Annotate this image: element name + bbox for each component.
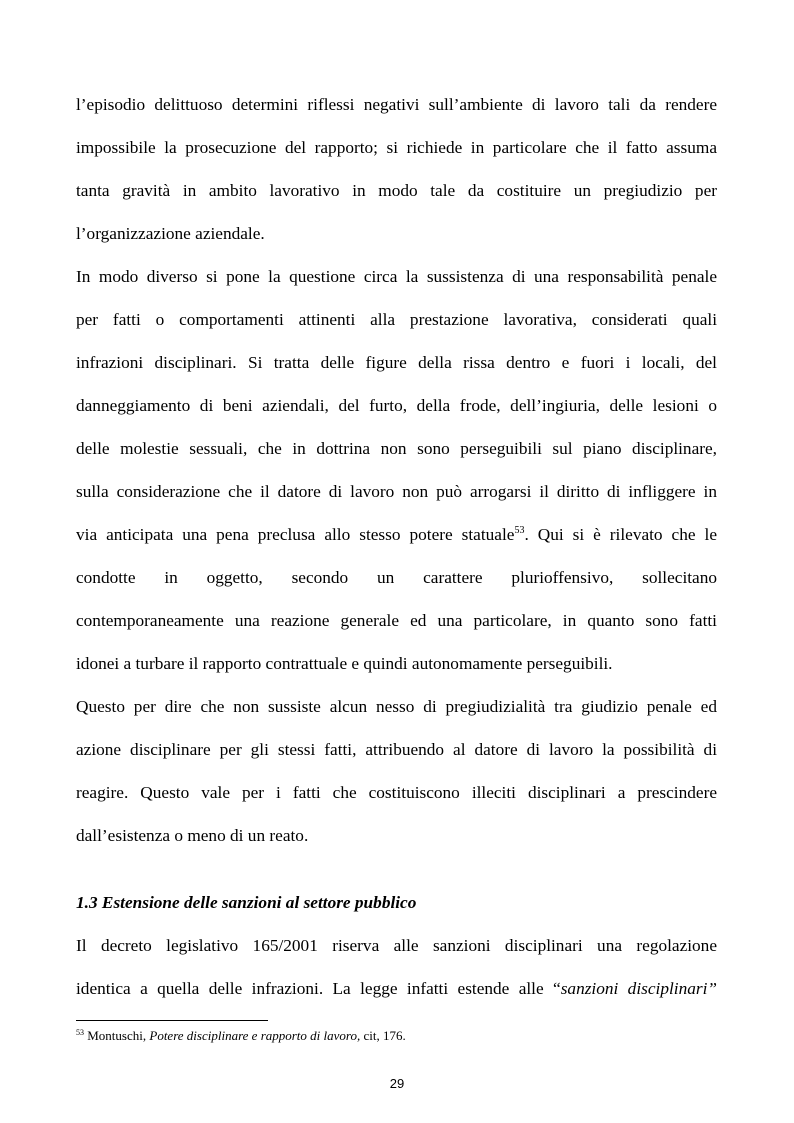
body-line: l’episodio delittuoso determini riflessi negativi sull’ambiente di lavoro tali da rendere <box>76 95 717 114</box>
footnote-citation: cit, 176. <box>360 1028 406 1043</box>
body-text: . Qui si è rilevato che le <box>524 525 717 544</box>
body-line <box>76 978 717 1000</box>
footnote-title: Potere disciplinare e rapporto di lavoro, <box>149 1028 361 1043</box>
body-line: Il decreto legislativo 165/2001 riserva alle sanzioni disciplinari una regolazione <box>76 936 717 955</box>
body-line: danneggiamento di beni aziendali, del furto, della frode, dell’ingiuria, delle lesioni o <box>76 396 717 415</box>
body-line: dall’esistenza o meno di un reato. <box>76 826 309 845</box>
body-line: In modo diverso si pone la questione circa la sussistenza di una responsabilità penale <box>76 267 717 286</box>
footnote <box>76 1028 406 1044</box>
body-line: infrazioni disciplinari. Si tratta delle figure della rissa dentro e fuori i locali, del <box>76 353 717 372</box>
page-number: 29 <box>389 1076 405 1091</box>
italic-term: sanzioni disciplinari” <box>560 979 717 998</box>
body-line: azione disciplinare per gli stessi fatti, attribuendo al datore di lavoro la possibilità di <box>76 740 717 759</box>
body-text: identica a quella delle infrazioni. La legge infatti estende alle “ <box>76 979 561 998</box>
footnote-separator <box>76 1020 268 1021</box>
body-text: via anticipata una pena preclusa allo stesso potere statuale <box>76 525 515 544</box>
body-line: reagire. Questo vale per i fatti che costituiscono illeciti disciplinari a prescindere <box>76 783 717 802</box>
footnote-reference[interactable]: 53 <box>514 525 525 536</box>
body-line: Questo per dire che non sussiste alcun nesso di pregiudizialità tra giudizio penale ed <box>76 697 717 716</box>
footnote-author: Montuschi, <box>84 1028 150 1043</box>
body-line: condotte in oggetto, secondo un carattere plurioffensivo, sollecitano <box>76 568 717 587</box>
body-line: delle molestie sessuali, che in dottrina non sono perseguibili sul piano disciplinare, <box>76 439 717 458</box>
body-line: tanta gravità in ambito lavorativo in modo tale da costituire un pregiudizio per <box>76 181 717 200</box>
footnote-number: 53 <box>76 1028 84 1037</box>
body-line-with-footnote-ref <box>76 524 717 546</box>
body-line: l’organizzazione aziendale. <box>76 224 265 243</box>
body-line: impossibile la prosecuzione del rapporto; si richiede in particolare che il fatto assuma <box>76 138 717 157</box>
body-line: idonei a turbare il rapporto contrattuale e quindi autonomamente perseguibili. <box>76 654 613 673</box>
body-line: per fatti o comportamenti attinenti alla prestazione lavorativa, considerati quali <box>76 310 717 329</box>
section-heading: 1.3 Estensione delle sanzioni al settore pubblico <box>76 893 417 912</box>
body-line: contemporaneamente una reazione generale ed una particolare, in quanto sono fatti <box>76 611 717 630</box>
body-line: sulla considerazione che il datore di lavoro non può arrogarsi il diritto di infliggere in <box>76 482 717 501</box>
